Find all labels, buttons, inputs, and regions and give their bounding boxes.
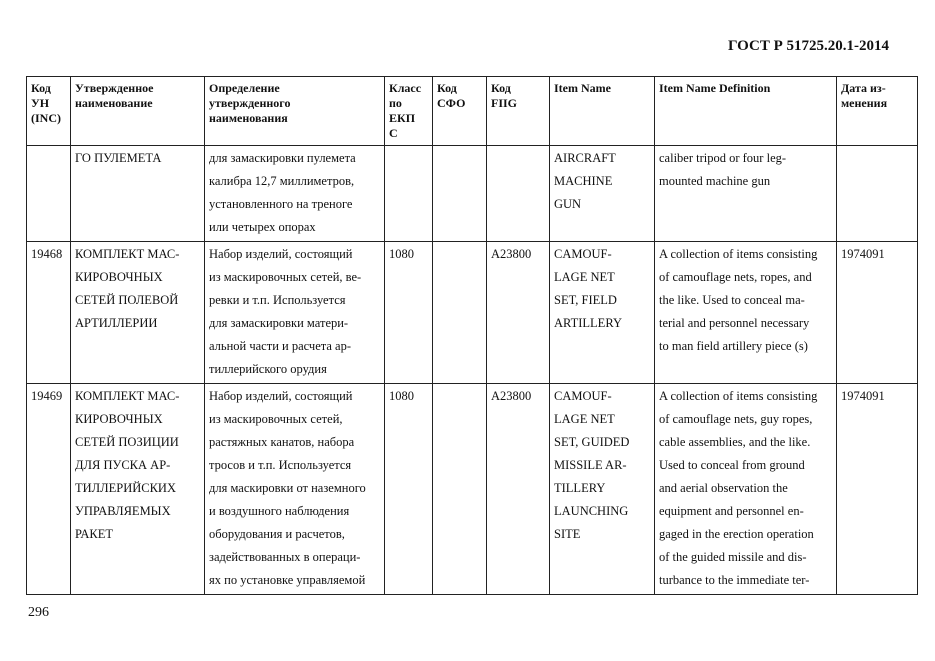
item-name-cell (550, 146, 655, 242)
header-line: Класс (389, 81, 422, 95)
cell-line: из маскировочных сетей, (209, 412, 343, 426)
header-line: утвержденного (209, 96, 291, 110)
col-header-approved-name (71, 77, 205, 146)
cell-line: для замаскировки пулемета (209, 151, 356, 165)
cell-line: SET, GUIDED (554, 435, 630, 449)
cell-line: cable assemblies, and the like. (659, 435, 811, 449)
nomenclature-table (26, 76, 918, 595)
cell-line: РАКЕТ (75, 527, 113, 541)
cell-line: of camouflage nets, ropes, and (659, 270, 812, 284)
cell-line: КОМПЛЕКТ МАС- (75, 247, 180, 261)
cell-line: turbance to the immediate ter- (659, 573, 810, 587)
header-line: FIIG (491, 96, 518, 110)
inc-cell (27, 146, 71, 242)
cell-line: для замаскировки матери- (209, 316, 349, 330)
cell-line: или четырех опорах (209, 220, 316, 234)
fiig-cell: A23800 (487, 384, 550, 595)
cell-line: оборудования и расчетов, (209, 527, 345, 541)
cell-line: из маскировочных сетей, ве- (209, 270, 362, 284)
cell-line: of the guided missile and dis- (659, 550, 807, 564)
table-row (27, 146, 918, 242)
header-line: Item Name Definition (659, 81, 771, 95)
sfo-cell (433, 384, 487, 595)
approved-name-cell (71, 242, 205, 384)
header-line: СФО (437, 96, 466, 110)
cell-line: TILLERY (554, 481, 606, 495)
cell-line: SITE (554, 527, 581, 541)
cell-line: terial and personnel necessary (659, 316, 810, 330)
item-name-cell (550, 242, 655, 384)
cell-line: КИРОВОЧНЫХ (75, 412, 163, 426)
change-date-cell: 1974091 (837, 384, 918, 595)
cell-line: caliber tripod or four leg- (659, 151, 787, 165)
item-definition-cell (655, 242, 837, 384)
cell-line: the like. Used to conceal ma- (659, 293, 805, 307)
cell-line: задействованных в операци- (209, 550, 361, 564)
table-row (27, 242, 918, 384)
header-line: Код (491, 81, 511, 95)
header-line: менения (841, 96, 888, 110)
inc-cell: 19469 (27, 384, 71, 595)
definition-cell (205, 384, 385, 595)
cell-line: Набор изделий, состоящий (209, 389, 353, 403)
fiig-cell (487, 146, 550, 242)
header-line: Дата из- (841, 81, 886, 95)
cell-line: Used to conceal from ground (659, 458, 805, 472)
table-row (27, 384, 918, 595)
header-row (27, 77, 918, 146)
definition-cell (205, 242, 385, 384)
col-header-item-definition (655, 77, 837, 146)
cell-line: ДЛЯ ПУСКА АР- (75, 458, 171, 472)
cell-line: Набор изделий, состоящий (209, 247, 353, 261)
cell-line: УПРАВЛЯЕМЫХ (75, 504, 171, 518)
cell-line: AIRCRAFT (554, 151, 616, 165)
cell-line: ГО ПУЛЕМЕТА (75, 151, 162, 165)
header-line: Item Name (554, 81, 611, 95)
cell-line: of camouflage nets, guy ropes, (659, 412, 813, 426)
col-header-fiig (487, 77, 550, 146)
col-header-sfo (433, 77, 487, 146)
change-date-cell (837, 146, 918, 242)
class-cell: 1080 (385, 242, 433, 384)
page-number: 296 (28, 605, 49, 620)
cell-line: equipment and personnel en- (659, 504, 804, 518)
cell-line: LAGE NET (554, 412, 615, 426)
cell-line: тиллерийского орудия (209, 362, 327, 376)
item-name-cell (550, 384, 655, 595)
cell-line: и воздушного наблюдения (209, 504, 350, 518)
class-cell: 1080 (385, 384, 433, 595)
header-line: ЕКП (389, 111, 416, 125)
approved-name-cell (71, 384, 205, 595)
cell-line: ТИЛЛЕРИЙСКИХ (75, 481, 176, 495)
cell-line: ях по установке управляемой (209, 573, 366, 587)
cell-line: ревки и т.п. Используется (209, 293, 346, 307)
cell-line: ARTILLERY (554, 316, 622, 330)
cell-line: LAUNCHING (554, 504, 629, 518)
cell-line: GUN (554, 197, 582, 211)
cell-line: mounted machine gun (659, 174, 771, 188)
definition-cell (205, 146, 385, 242)
header-line: С (389, 126, 398, 140)
item-definition-cell (655, 384, 837, 595)
header-line: Код (31, 81, 51, 95)
header-line: наименования (209, 111, 288, 125)
header-line: УН (31, 96, 50, 110)
cell-line: АРТИЛЛЕРИИ (75, 316, 158, 330)
cell-line: установленного на треноге (209, 197, 353, 211)
cell-line: MACHINE (554, 174, 613, 188)
cell-line: растяжных канатов, набора (209, 435, 355, 449)
sfo-cell (433, 146, 487, 242)
cell-line: A collection of items consisting (659, 389, 818, 403)
cell-line: СЕТЕЙ ПОЗИЦИИ (75, 435, 179, 449)
inc-cell: 19468 (27, 242, 71, 384)
cell-line: калибра 12,7 миллиметров, (209, 174, 355, 188)
change-date-cell: 1974091 (837, 242, 918, 384)
header-line: Код (437, 81, 457, 95)
cell-line: SET, FIELD (554, 293, 617, 307)
cell-line: тросов и т.п. Используется (209, 458, 352, 472)
cell-line: КИРОВОЧНЫХ (75, 270, 163, 284)
col-header-change-date (837, 77, 918, 146)
fiig-cell: A23800 (487, 242, 550, 384)
col-header-definition (205, 77, 385, 146)
document-code: ГОСТ Р 51725.20.1-2014 (727, 38, 889, 54)
header-line: Определение (209, 81, 280, 95)
cell-line: MISSILE AR- (554, 458, 627, 472)
cell-line: to man field artillery piece (s) (659, 339, 808, 353)
class-cell (385, 146, 433, 242)
header-line: наименование (75, 96, 153, 110)
cell-line: CAMOUF- (554, 247, 612, 261)
cell-line: КОМПЛЕКТ МАС- (75, 389, 180, 403)
approved-name-cell (71, 146, 205, 242)
header-line: Утвержденное (75, 81, 154, 95)
cell-line: gaged in the erection operation (659, 527, 814, 541)
col-header-class (385, 77, 433, 146)
header-line: (INC) (31, 111, 61, 125)
item-definition-cell (655, 146, 837, 242)
cell-line: CAMOUF- (554, 389, 612, 403)
cell-line: A collection of items consisting (659, 247, 818, 261)
cell-line: для маскировки от наземного (209, 481, 366, 495)
col-header-inc (27, 77, 71, 146)
header-line: по (389, 96, 402, 110)
cell-line: and aerial observation the (659, 481, 788, 495)
cell-line: СЕТЕЙ ПОЛЕВОЙ (75, 293, 179, 307)
cell-line: альной части и расчета ар- (209, 339, 352, 353)
sfo-cell (433, 242, 487, 384)
col-header-item-name (550, 77, 655, 146)
cell-line: LAGE NET (554, 270, 615, 284)
